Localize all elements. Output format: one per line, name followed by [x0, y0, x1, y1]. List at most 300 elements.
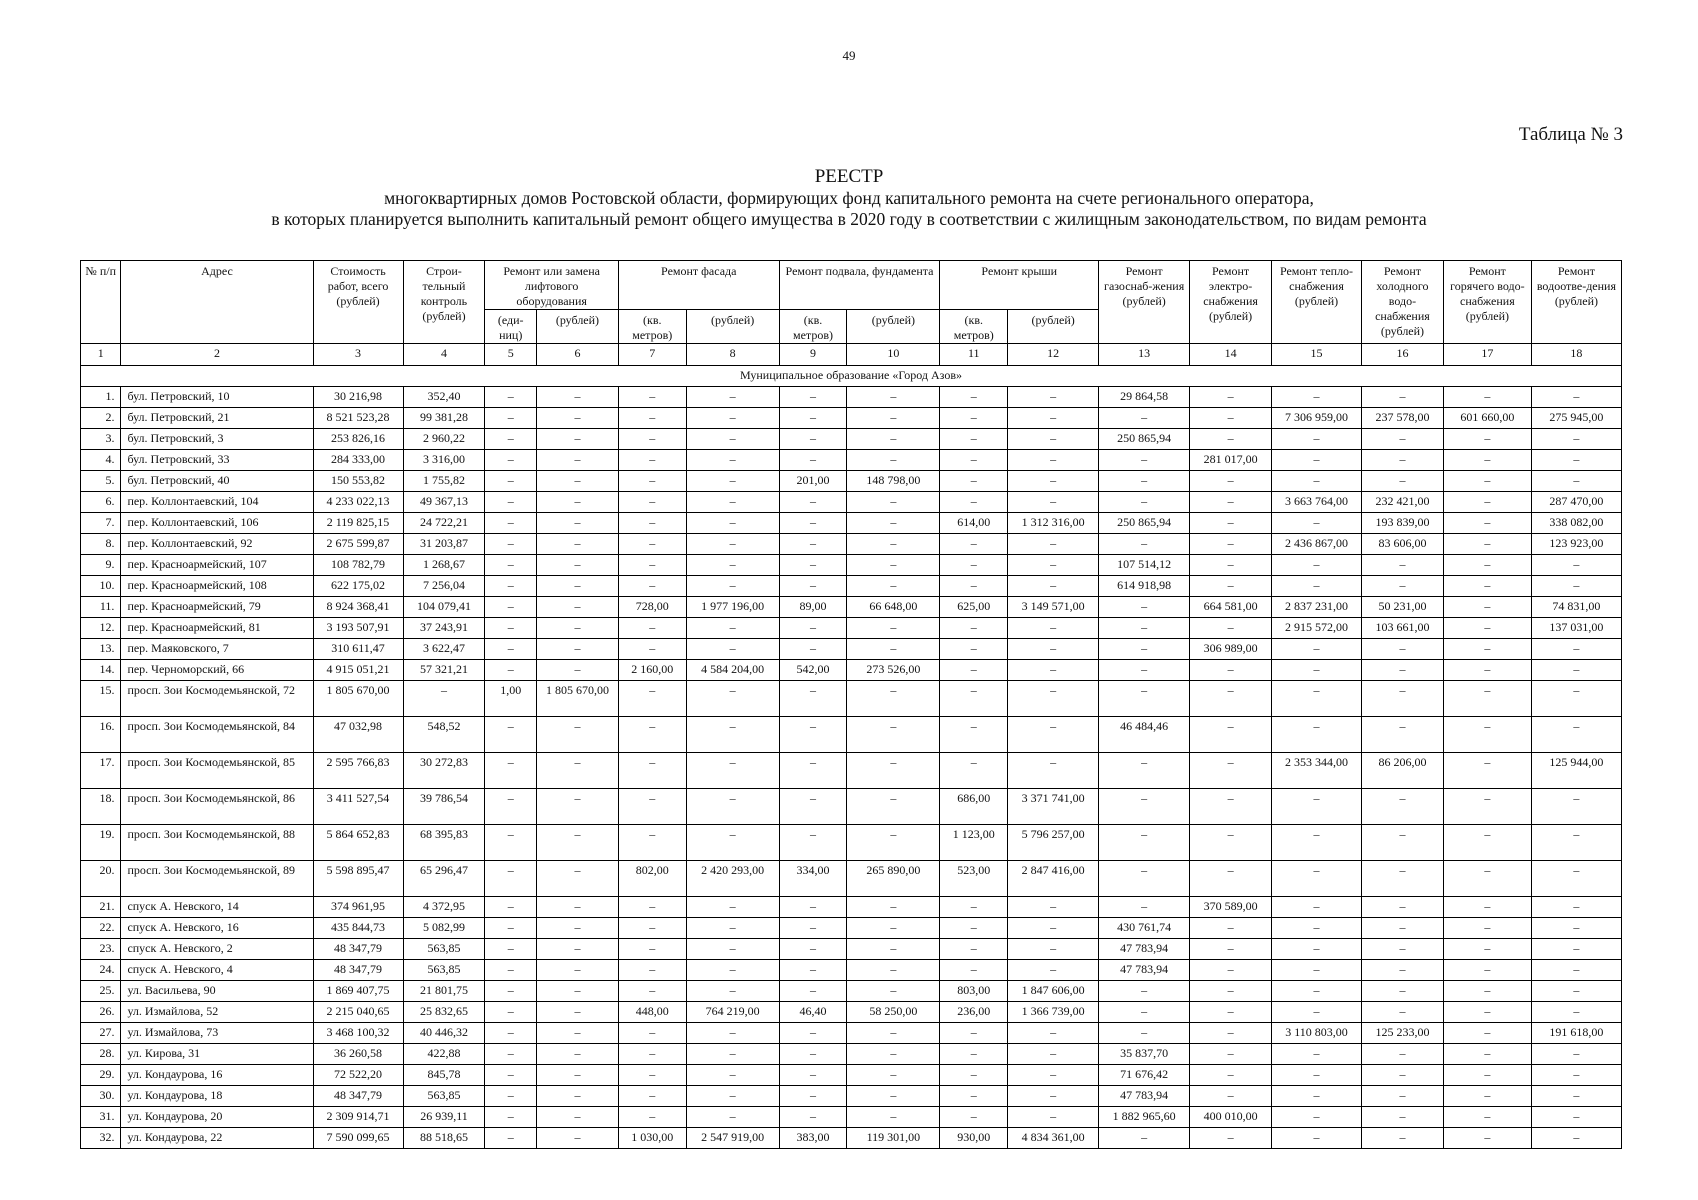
total-cost-cell: 5 598 895,47 — [313, 861, 403, 897]
facade-cost-cell: – — [686, 429, 779, 450]
cold-water-cost-cell: – — [1362, 681, 1444, 717]
sewer-cost-cell: 74 831,00 — [1531, 597, 1621, 618]
row-number-cell: 11. — [81, 597, 121, 618]
basement-cost-cell: – — [847, 1044, 940, 1065]
facade-cost-cell: – — [686, 753, 779, 789]
facade-cost-cell: – — [686, 1086, 779, 1107]
sewer-cost-cell: – — [1531, 429, 1621, 450]
facade-cost-cell: – — [686, 1044, 779, 1065]
heat-cost-cell: – — [1272, 939, 1362, 960]
lift-cost-cell: – — [536, 387, 618, 408]
electric-cost-cell: – — [1190, 717, 1272, 753]
basement-area-cell: – — [779, 981, 847, 1002]
total-cost-cell: 253 826,16 — [313, 429, 403, 450]
roof-area-cell: – — [940, 639, 1008, 660]
hot-water-cost-cell: – — [1443, 1086, 1531, 1107]
column-number: 3 — [313, 344, 403, 366]
lift-cost-cell: 1 805 670,00 — [536, 681, 618, 717]
cold-water-cost-cell: – — [1362, 1002, 1444, 1023]
gas-cost-cell: – — [1099, 861, 1190, 897]
column-number: 11 — [940, 344, 1008, 366]
roof-area-cell: – — [940, 387, 1008, 408]
hot-water-cost-cell: – — [1443, 429, 1531, 450]
sewer-cost-cell: 191 618,00 — [1531, 1023, 1621, 1044]
facade-cost-cell: 4 584 204,00 — [686, 660, 779, 681]
construction-control-cell: 563,85 — [403, 939, 485, 960]
basement-cost-cell: 265 890,00 — [847, 861, 940, 897]
hot-water-cost-cell: – — [1443, 1002, 1531, 1023]
gas-cost-cell: – — [1099, 753, 1190, 789]
cold-water-cost-cell: 237 578,00 — [1362, 408, 1444, 429]
electric-cost-cell: – — [1190, 1002, 1272, 1023]
cold-water-cost-cell: – — [1362, 981, 1444, 1002]
table-row — [81, 897, 1622, 918]
gas-cost-cell: 614 918,98 — [1099, 576, 1190, 597]
facade-area-cell: – — [618, 450, 686, 471]
facade-area-cell: – — [618, 825, 686, 861]
gas-cost-cell: – — [1099, 492, 1190, 513]
basement-cost-cell: – — [847, 618, 940, 639]
heat-cost-cell: – — [1272, 960, 1362, 981]
table-row — [81, 960, 1622, 981]
sewer-cost-cell: – — [1531, 981, 1621, 1002]
electric-cost-cell: – — [1190, 387, 1272, 408]
column-number: 8 — [686, 344, 779, 366]
roof-cost-cell: – — [1008, 1044, 1099, 1065]
lift-units-cell: – — [485, 1107, 537, 1128]
sewer-cost-cell: – — [1531, 939, 1621, 960]
basement-area-cell: – — [779, 450, 847, 471]
hot-water-cost-cell: – — [1443, 960, 1531, 981]
cold-water-cost-cell: – — [1362, 1128, 1444, 1149]
facade-area-cell: – — [618, 408, 686, 429]
heat-cost-cell: 2 353 344,00 — [1272, 753, 1362, 789]
table-row — [81, 1107, 1622, 1128]
hot-water-cost-cell: – — [1443, 534, 1531, 555]
table-row — [81, 429, 1622, 450]
lift-units-cell: – — [485, 618, 537, 639]
electric-cost-cell: – — [1190, 534, 1272, 555]
facade-cost-cell: – — [686, 450, 779, 471]
basement-area-cell: – — [779, 492, 847, 513]
gas-cost-cell: 29 864,58 — [1099, 387, 1190, 408]
row-number-cell: 16. — [81, 717, 121, 753]
cold-water-cost-cell: – — [1362, 576, 1444, 597]
electric-cost-cell: – — [1190, 960, 1272, 981]
table-row — [81, 1023, 1622, 1044]
basement-area-cell: 542,00 — [779, 660, 847, 681]
facade-area-cell: 728,00 — [618, 597, 686, 618]
address-cell: спуск А. Невского, 2 — [121, 939, 313, 960]
basement-cost-cell: 119 301,00 — [847, 1128, 940, 1149]
construction-control-cell: 3 622,47 — [403, 639, 485, 660]
table-row — [81, 387, 1622, 408]
hot-water-cost-cell: – — [1443, 597, 1531, 618]
total-cost-cell: 3 468 100,32 — [313, 1023, 403, 1044]
basement-area-cell: – — [779, 1044, 847, 1065]
basement-cost-cell: – — [847, 753, 940, 789]
row-number-cell: 20. — [81, 861, 121, 897]
sewer-cost-cell: – — [1531, 897, 1621, 918]
total-cost-cell: 4 233 022,13 — [313, 492, 403, 513]
row-number-cell: 27. — [81, 1023, 121, 1044]
lift-units-cell: – — [485, 1044, 537, 1065]
cold-water-cost-cell: – — [1362, 825, 1444, 861]
cold-water-cost-cell: – — [1362, 1086, 1444, 1107]
row-number-cell: 18. — [81, 789, 121, 825]
hot-water-cost-cell: – — [1443, 555, 1531, 576]
address-cell: бул. Петровский, 33 — [121, 450, 313, 471]
facade-area-cell: – — [618, 1065, 686, 1086]
lift-cost-cell: – — [536, 1023, 618, 1044]
header-gas: Ремонт газоснаб-жения (рублей) — [1099, 261, 1190, 344]
hot-water-cost-cell: – — [1443, 1065, 1531, 1086]
hot-water-cost-cell: – — [1443, 1107, 1531, 1128]
basement-cost-cell: – — [847, 408, 940, 429]
basement-area-cell: – — [779, 534, 847, 555]
lift-cost-cell: – — [536, 897, 618, 918]
heat-cost-cell: – — [1272, 861, 1362, 897]
total-cost-cell: 48 347,79 — [313, 939, 403, 960]
registry-body — [81, 366, 1622, 1149]
row-number-cell: 4. — [81, 450, 121, 471]
hot-water-cost-cell: – — [1443, 918, 1531, 939]
roof-area-cell: – — [940, 681, 1008, 717]
basement-cost-cell: – — [847, 492, 940, 513]
gas-cost-cell: 47 783,94 — [1099, 960, 1190, 981]
electric-cost-cell: – — [1190, 918, 1272, 939]
construction-control-cell: 4 372,95 — [403, 897, 485, 918]
sewer-cost-cell: 338 082,00 — [1531, 513, 1621, 534]
heat-cost-cell: – — [1272, 429, 1362, 450]
basement-cost-cell: – — [847, 555, 940, 576]
gas-cost-cell: – — [1099, 450, 1190, 471]
roof-cost-cell: – — [1008, 408, 1099, 429]
row-number-cell: 17. — [81, 753, 121, 789]
header-row-1 — [81, 261, 1622, 310]
total-cost-cell: 310 611,47 — [313, 639, 403, 660]
header-facade: Ремонт фасада — [618, 261, 779, 310]
basement-area-cell: – — [779, 639, 847, 660]
roof-cost-cell: – — [1008, 897, 1099, 918]
table-row — [81, 576, 1622, 597]
roof-cost-cell: – — [1008, 753, 1099, 789]
sewer-cost-cell: 287 470,00 — [1531, 492, 1621, 513]
facade-area-cell: – — [618, 753, 686, 789]
facade-area-cell: – — [618, 681, 686, 717]
electric-cost-cell: – — [1190, 981, 1272, 1002]
electric-cost-cell: – — [1190, 660, 1272, 681]
facade-area-cell: – — [618, 618, 686, 639]
address-cell: пер. Маяковского, 7 — [121, 639, 313, 660]
gas-cost-cell: 47 783,94 — [1099, 1086, 1190, 1107]
lift-units-cell: – — [485, 897, 537, 918]
roof-area-cell: – — [940, 939, 1008, 960]
row-number-cell: 14. — [81, 660, 121, 681]
table-row — [81, 471, 1622, 492]
title-line-1: многоквартирных домов Ростовской области, формирующих фонд капитального ремонта на счете регионального оператора, — [384, 188, 1314, 208]
facade-area-cell: 2 160,00 — [618, 660, 686, 681]
electric-cost-cell: 306 989,00 — [1190, 639, 1272, 660]
column-number: 14 — [1190, 344, 1272, 366]
lift-cost-cell: – — [536, 429, 618, 450]
roof-cost-cell: 3 149 571,00 — [1008, 597, 1099, 618]
construction-control-cell: 24 722,21 — [403, 513, 485, 534]
sewer-cost-cell: 123 923,00 — [1531, 534, 1621, 555]
header-lift: Ремонт или замена лифтового оборудования — [485, 261, 618, 310]
electric-cost-cell: – — [1190, 1023, 1272, 1044]
basement-cost-cell: – — [847, 576, 940, 597]
heat-cost-cell: – — [1272, 981, 1362, 1002]
header-num: № п/п — [81, 261, 121, 344]
row-number-cell: 25. — [81, 981, 121, 1002]
sewer-cost-cell: – — [1531, 1086, 1621, 1107]
table-row — [81, 1128, 1622, 1149]
roof-area-cell: – — [940, 918, 1008, 939]
address-cell: пер. Черноморский, 66 — [121, 660, 313, 681]
facade-area-cell: – — [618, 471, 686, 492]
construction-control-cell: 3 316,00 — [403, 450, 485, 471]
facade-cost-cell: 764 219,00 — [686, 1002, 779, 1023]
header-lift-rub: (рублей) — [536, 310, 618, 344]
address-cell: ул. Измайлова, 73 — [121, 1023, 313, 1044]
electric-cost-cell: – — [1190, 1044, 1272, 1065]
table-row — [81, 534, 1622, 555]
facade-cost-cell: – — [686, 513, 779, 534]
heat-cost-cell: – — [1272, 681, 1362, 717]
lift-cost-cell: – — [536, 597, 618, 618]
lift-cost-cell: – — [536, 1128, 618, 1149]
total-cost-cell: 5 864 652,83 — [313, 825, 403, 861]
facade-cost-cell: – — [686, 1065, 779, 1086]
roof-area-cell: – — [940, 576, 1008, 597]
facade-area-cell: – — [618, 960, 686, 981]
gas-cost-cell: – — [1099, 681, 1190, 717]
facade-cost-cell: – — [686, 681, 779, 717]
gas-cost-cell: – — [1099, 897, 1190, 918]
facade-cost-cell: – — [686, 918, 779, 939]
roof-area-cell: – — [940, 471, 1008, 492]
construction-control-cell: 422,88 — [403, 1044, 485, 1065]
facade-area-cell: 1 030,00 — [618, 1128, 686, 1149]
gas-cost-cell: 71 676,42 — [1099, 1065, 1190, 1086]
header-basement: Ремонт подвала, фундамента — [779, 261, 940, 310]
facade-cost-cell: – — [686, 717, 779, 753]
header-roof: Ремонт крыши — [940, 261, 1099, 310]
lift-cost-cell: – — [536, 471, 618, 492]
basement-area-cell: – — [779, 429, 847, 450]
cold-water-cost-cell: 86 206,00 — [1362, 753, 1444, 789]
basement-cost-cell: – — [847, 825, 940, 861]
roof-area-cell: – — [940, 450, 1008, 471]
row-number-cell: 31. — [81, 1107, 121, 1128]
lift-units-cell: – — [485, 492, 537, 513]
sewer-cost-cell: – — [1531, 717, 1621, 753]
roof-area-cell: – — [940, 1086, 1008, 1107]
electric-cost-cell: – — [1190, 576, 1272, 597]
total-cost-cell: 48 347,79 — [313, 1086, 403, 1107]
heat-cost-cell: – — [1272, 1044, 1362, 1065]
roof-cost-cell: 2 847 416,00 — [1008, 861, 1099, 897]
roof-area-cell: – — [940, 408, 1008, 429]
facade-cost-cell: – — [686, 618, 779, 639]
roof-cost-cell: – — [1008, 492, 1099, 513]
electric-cost-cell: – — [1190, 825, 1272, 861]
basement-cost-cell: – — [847, 534, 940, 555]
hot-water-cost-cell: 601 660,00 — [1443, 408, 1531, 429]
construction-control-cell: 1 268,67 — [403, 555, 485, 576]
roof-area-cell: 236,00 — [940, 1002, 1008, 1023]
address-cell: пер. Красноармейский, 107 — [121, 555, 313, 576]
sewer-cost-cell: – — [1531, 471, 1621, 492]
facade-area-cell: – — [618, 513, 686, 534]
registry-table — [80, 260, 1622, 1149]
basement-area-cell: – — [779, 825, 847, 861]
sewer-cost-cell: – — [1531, 918, 1621, 939]
facade-area-cell: – — [618, 717, 686, 753]
address-cell: пер. Красноармейский, 79 — [121, 597, 313, 618]
facade-area-cell: – — [618, 387, 686, 408]
address-cell: пер. Красноармейский, 108 — [121, 576, 313, 597]
total-cost-cell: 150 553,82 — [313, 471, 403, 492]
total-cost-cell: 3 411 527,54 — [313, 789, 403, 825]
facade-area-cell: – — [618, 534, 686, 555]
roof-cost-cell: – — [1008, 576, 1099, 597]
row-number-cell: 23. — [81, 939, 121, 960]
gas-cost-cell: – — [1099, 825, 1190, 861]
table-row — [81, 1065, 1622, 1086]
construction-control-cell: 21 801,75 — [403, 981, 485, 1002]
lift-cost-cell: – — [536, 1044, 618, 1065]
cold-water-cost-cell: – — [1362, 939, 1444, 960]
roof-area-cell: 614,00 — [940, 513, 1008, 534]
heat-cost-cell: – — [1272, 897, 1362, 918]
lift-units-cell: – — [485, 981, 537, 1002]
heat-cost-cell: – — [1272, 918, 1362, 939]
row-number-cell: 24. — [81, 960, 121, 981]
column-number: 5 — [485, 344, 537, 366]
lift-units-cell: – — [485, 1065, 537, 1086]
address-cell: ул. Кондаурова, 20 — [121, 1107, 313, 1128]
cold-water-cost-cell: – — [1362, 1044, 1444, 1065]
facade-area-cell: – — [618, 429, 686, 450]
roof-area-cell: – — [940, 753, 1008, 789]
hot-water-cost-cell: – — [1443, 576, 1531, 597]
header-heat: Ремонт тепло-снабжения (рублей) — [1272, 261, 1362, 344]
total-cost-cell: 2 675 599,87 — [313, 534, 403, 555]
heat-cost-cell: – — [1272, 1065, 1362, 1086]
sewer-cost-cell: – — [1531, 639, 1621, 660]
gas-cost-cell: – — [1099, 639, 1190, 660]
lift-units-cell: – — [485, 597, 537, 618]
facade-area-cell: – — [618, 1086, 686, 1107]
row-number-cell: 1. — [81, 387, 121, 408]
hot-water-cost-cell: – — [1443, 660, 1531, 681]
sewer-cost-cell: – — [1531, 1002, 1621, 1023]
title-main: РЕЕСТР — [814, 166, 884, 187]
roof-cost-cell: 1 847 606,00 — [1008, 981, 1099, 1002]
column-number: 17 — [1443, 344, 1531, 366]
facade-area-cell: – — [618, 897, 686, 918]
basement-area-cell: – — [779, 513, 847, 534]
total-cost-cell: 1 869 407,75 — [313, 981, 403, 1002]
table-row — [81, 1086, 1622, 1107]
construction-control-cell: 2 960,22 — [403, 429, 485, 450]
sewer-cost-cell: 125 944,00 — [1531, 753, 1621, 789]
table-row — [81, 861, 1622, 897]
gas-cost-cell: 430 761,74 — [1099, 918, 1190, 939]
total-cost-cell: 435 844,73 — [313, 918, 403, 939]
lift-units-cell: – — [485, 939, 537, 960]
basement-area-cell: – — [779, 897, 847, 918]
roof-cost-cell: 3 371 741,00 — [1008, 789, 1099, 825]
hot-water-cost-cell: – — [1443, 1044, 1531, 1065]
lift-cost-cell: – — [536, 1002, 618, 1023]
roof-cost-cell: – — [1008, 681, 1099, 717]
construction-control-cell: 5 082,99 — [403, 918, 485, 939]
address-cell: ул. Кондаурова, 16 — [121, 1065, 313, 1086]
total-cost-cell: 2 215 040,65 — [313, 1002, 403, 1023]
hot-water-cost-cell: – — [1443, 492, 1531, 513]
total-cost-cell: 1 805 670,00 — [313, 681, 403, 717]
basement-area-cell: – — [779, 753, 847, 789]
basement-area-cell: – — [779, 939, 847, 960]
hot-water-cost-cell: – — [1443, 753, 1531, 789]
lift-units-cell: – — [485, 387, 537, 408]
table-row — [81, 618, 1622, 639]
roof-area-cell: – — [940, 960, 1008, 981]
basement-area-cell: – — [779, 1023, 847, 1044]
gas-cost-cell: – — [1099, 471, 1190, 492]
document-title — [0, 166, 1698, 230]
lift-units-cell: – — [485, 1128, 537, 1149]
gas-cost-cell: – — [1099, 597, 1190, 618]
construction-control-cell: 37 243,91 — [403, 618, 485, 639]
roof-cost-cell: – — [1008, 639, 1099, 660]
facade-area-cell: – — [618, 789, 686, 825]
total-cost-cell: 374 961,95 — [313, 897, 403, 918]
address-cell: пер. Красноармейский, 81 — [121, 618, 313, 639]
lift-cost-cell: – — [536, 450, 618, 471]
sewer-cost-cell: 137 031,00 — [1531, 618, 1621, 639]
facade-cost-cell: – — [686, 939, 779, 960]
row-number-cell: 26. — [81, 1002, 121, 1023]
roof-area-cell: – — [940, 534, 1008, 555]
construction-control-cell: 104 079,41 — [403, 597, 485, 618]
heat-cost-cell: – — [1272, 387, 1362, 408]
electric-cost-cell: – — [1190, 861, 1272, 897]
heat-cost-cell: 7 306 959,00 — [1272, 408, 1362, 429]
address-cell: бул. Петровский, 21 — [121, 408, 313, 429]
column-number: 2 — [121, 344, 313, 366]
sewer-cost-cell: – — [1531, 861, 1621, 897]
sewer-cost-cell: – — [1531, 660, 1621, 681]
basement-area-cell: – — [779, 576, 847, 597]
basement-cost-cell: 58 250,00 — [847, 1002, 940, 1023]
address-cell: ул. Кондаурова, 18 — [121, 1086, 313, 1107]
basement-area-cell: – — [779, 789, 847, 825]
page-number: 49 — [842, 48, 856, 63]
facade-cost-cell: – — [686, 471, 779, 492]
heat-cost-cell: – — [1272, 1086, 1362, 1107]
construction-control-cell: 39 786,54 — [403, 789, 485, 825]
basement-area-cell: – — [779, 387, 847, 408]
total-cost-cell: 48 347,79 — [313, 960, 403, 981]
roof-cost-cell: – — [1008, 534, 1099, 555]
roof-area-cell: 523,00 — [940, 861, 1008, 897]
basement-cost-cell: – — [847, 1086, 940, 1107]
lift-units-cell: – — [485, 534, 537, 555]
